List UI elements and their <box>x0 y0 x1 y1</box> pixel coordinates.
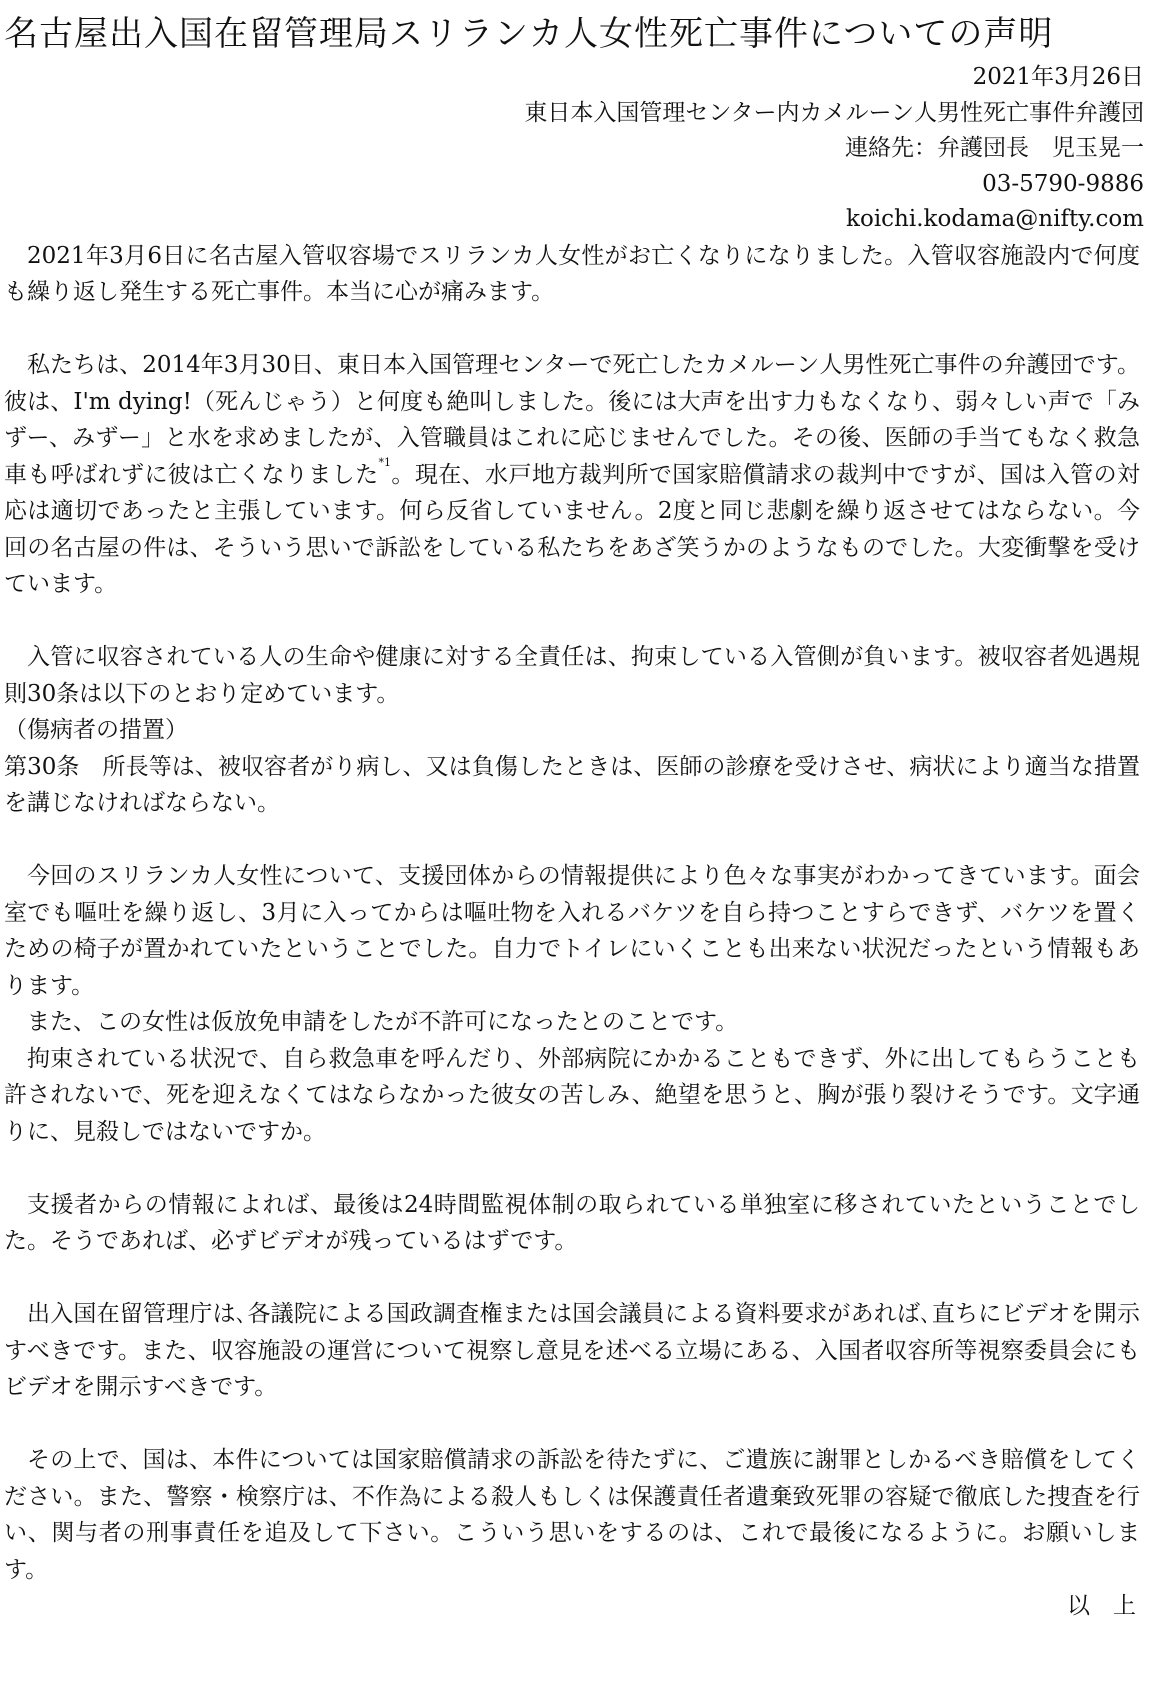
paragraph-gap <box>4 603 1140 640</box>
closing-mark: 以 上 <box>1067 1593 1136 1619</box>
document-body <box>4 238 1140 1589</box>
date: 2021年3月26日 <box>972 64 1144 90</box>
paragraph: 出入国在留管理庁は､各議院による国政調査権または国会議員による資料要求があれば､直ちにビデオを開示すべきです。また、収容施設の運営について視察し意見を述べる立場にある、入国者収容所等視察委員会にもビデオを開示すべきです。 <box>4 1301 1140 1400</box>
footnote-marker: *1 <box>378 455 391 469</box>
paragraph: 入管に収容されている人の生命や健康に対する全責任は、拘束している入管側が負います。被収容者処遇規則30条は以下のとおり定めています。 <box>4 644 1140 707</box>
paragraph: 2021年3月6日に名古屋入管収容場でスリランカ人女性がお亡くなりになりました。入管収容施設内で何度も繰り返し発生する死亡事件。本当に心が痛みます。 <box>4 242 1140 305</box>
phone-number: 03-5790-9886 <box>982 170 1144 197</box>
paragraph-text: 。現在、水戸地方裁判所で国家賠償請求の裁判中ですが、国は入管の対応は適切であったと主張しています。何ら反省していません。2度と同じ悲劇を繰り返させてはならない。今回の名古屋の件は、そういう思いで訴訟をしている私たちをあざ笑うかのようなものでした。大変衝撃を受けています。 <box>4 461 1140 597</box>
regulation-heading: （傷病者の措置） <box>4 717 188 743</box>
paragraph <box>4 347 1140 603</box>
regulation-article: 第30条 所長等は、被収容者がり病し、又は負傷したときは、医師の診療を受けさせ、病状により適当な措置を講じなければならない。 <box>4 753 1140 816</box>
paragraph-gap <box>4 1406 1140 1443</box>
paragraph: 今回のスリランカ人女性について、支援団体からの情報提供により色々な事実がわかってきています。面会室でも嘔吐を繰り返し、3月に入ってからは嘔吐物を入れるバケツを自ら持つことすらできず、バケツを置くための椅子が置かれていたということでした。自力でトイレにいくことも出来ない状況だったという情報もあります。 <box>4 863 1140 999</box>
paragraph: 拘束されている状況で、自ら救急車を呼んだり、外部病院にかかることもできず、外に出してもらうことも許されないで、死を迎えなくてはならなかった彼女の苦しみ、絶望を思うと、胸が張り裂けそうです。文字通りに、見殺しではないですか。 <box>4 1045 1140 1145</box>
paragraph: その上で、国は、本件については国家賠償請求の訴訟を待たずに、ご遺族に謝罪としかるべき賠償をしてください。また、警察・検察庁は、不作為による殺人もしくは保護責任者遺棄致死罪の容疑で徹底した捜査を行い、関与者の刑事責任を追及して下さい。こういう思いをするのは、これで最後になるように。お願いします。 <box>4 1447 1140 1583</box>
email-address: koichi.kodama@nifty.com <box>846 206 1144 232</box>
contact-person: 連絡先：弁護団長 児玉晃一 <box>845 135 1144 161</box>
paragraph-gap <box>4 311 1140 348</box>
paragraph-text: 私たちは、2014年3月30日、東日本入国管理センターで死亡したカメルーン人男性死亡事件の弁護団です。彼は、I'm dying!（死んじゃう）と何度も絶叫しました。後には大声を出す力もなくなり、弱々しい声で「みずー、みずー」と水を求めましたが、入管職員はこれに応じませんでした。その後、医師の手当てもなく救急車も呼ばれずに彼は亡くなりました <box>4 352 1140 488</box>
organization: 東日本入国管理センター内カメルーン人男性死亡事件弁護団 <box>524 99 1144 126</box>
document-title: 名古屋出入国在留管理局スリランカ人女性死亡事件についての声明 <box>4 14 1054 54</box>
document-meta <box>4 60 1144 238</box>
paragraph-gap <box>4 1150 1140 1187</box>
paragraph: 支援者からの情報によれば、最後は24時間監視体制の取られている単独室に移されていたということでした。そうであれば、必ずビデオが残っているはずです。 <box>4 1191 1140 1254</box>
paragraph-gap <box>4 1260 1140 1297</box>
paragraph: また、この女性は仮放免申請をしたが不許可になったとのことです。 <box>27 1009 739 1035</box>
paragraph-gap <box>4 822 1140 859</box>
